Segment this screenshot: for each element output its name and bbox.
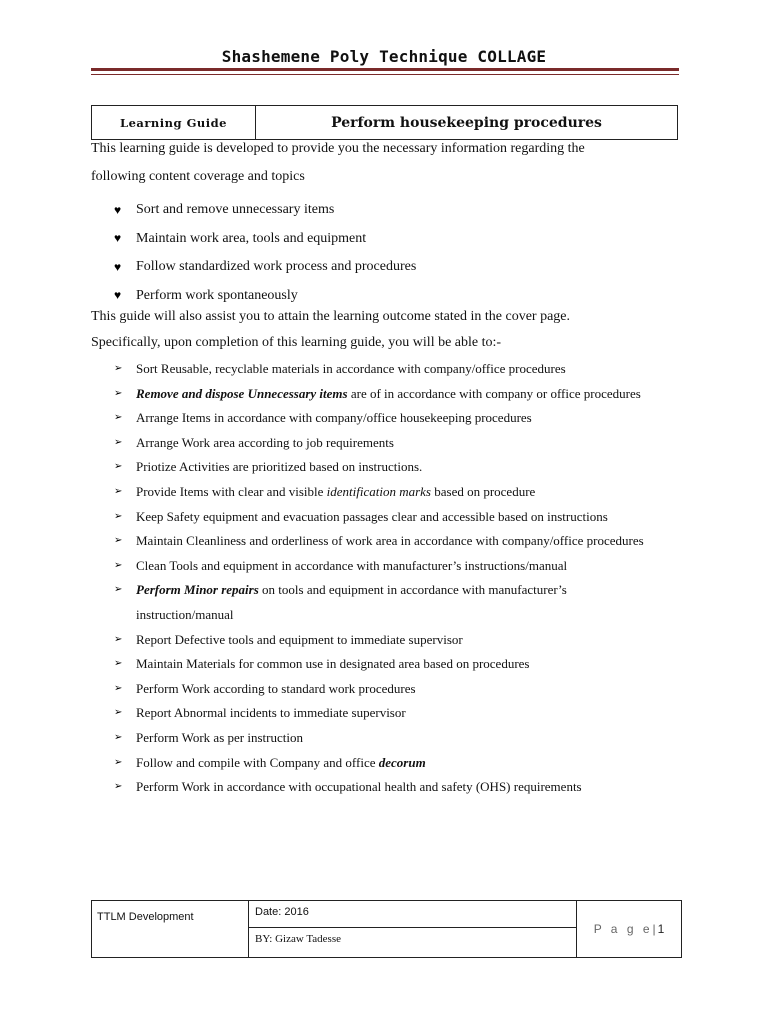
learning-guide-title: Perform housekeeping procedures [331, 114, 602, 131]
outcome-text: Perform Work according to standard work procedures [136, 680, 416, 696]
list-item [114, 480, 694, 505]
outcome-text: Arrange Items in accordance with company/office housekeeping procedures [136, 410, 532, 426]
outcome-text: Sort Reusable, recyclable materials in accordance with company/office procedures [136, 361, 566, 376]
list-item [114, 225, 416, 254]
outcome-text: Perform Work in accordance with occupational health and safety (OHS) requirements [136, 779, 582, 795]
outcome-text: Maintain Materials for common use in designated area based on procedures [136, 656, 530, 672]
outcome-part: Provide Items with clear and visible [136, 483, 327, 499]
topic-list [114, 196, 416, 310]
learning-guide-table [91, 105, 678, 140]
outcome-text: Maintain Cleanliness and orderliness of work area in accordance with company/office procedures [136, 533, 644, 549]
heart-bullet-icon: ♥ [114, 259, 122, 274]
emphasis-text: identification marks [326, 483, 431, 499]
list-item [114, 455, 694, 480]
list-item [114, 505, 694, 530]
topic-text: Sort and remove unnecessary items [136, 202, 335, 218]
footer-author: BY: Gizaw Tadesse [255, 933, 341, 945]
outcome-text: Report Defective tools and equipment to immediate supervisor [136, 631, 463, 647]
list-item [114, 357, 694, 382]
page-footer [91, 900, 682, 958]
header-title: Shashemene Poly Technique COLLAGE [221, 47, 547, 66]
arrow-bullet-icon: ➢ [114, 485, 123, 497]
topic-text: Follow standardized work process and procedures [136, 259, 417, 275]
list-item [114, 775, 694, 800]
list-item [114, 282, 416, 311]
footer-page-number [577, 901, 681, 957]
emphasis-text: Perform Minor repairs [136, 582, 259, 598]
header-rule-thick [91, 68, 679, 71]
outcome-text [136, 578, 567, 603]
list-item [114, 431, 694, 456]
guide-line-2: Specifically, upon completion of this learning guide, you will be able to:- [91, 335, 502, 350]
outcome-text [136, 382, 641, 407]
list-item [114, 406, 694, 431]
outcome-text: Perform Work as per instruction [136, 729, 303, 745]
footer-date: Date: 2016 [249, 901, 576, 928]
list-item [114, 529, 694, 554]
arrow-bullet-icon: ➢ [114, 559, 123, 571]
list-item [114, 554, 694, 579]
list-item [114, 382, 694, 407]
footer-department: TTLM Development [92, 901, 249, 957]
heart-bullet-icon: ♥ [114, 288, 122, 303]
list-item [114, 652, 694, 677]
list-item [114, 726, 694, 751]
outcome-text: Priotize Activities are prioritized based on instructions. [136, 459, 423, 475]
heart-bullet-icon: ♥ [114, 202, 122, 217]
arrow-bullet-icon: ➢ [114, 510, 123, 522]
outcome-part: based on procedure [430, 483, 536, 499]
page-separator: | [652, 922, 656, 936]
list-item [114, 701, 694, 726]
guide-line-1: This guide will also assist you to attain the learning outcome stated in the cover page. [91, 309, 570, 324]
arrow-bullet-icon: ➢ [114, 387, 123, 399]
outcome-text [136, 480, 535, 505]
learning-guide-label: Learning Guide [92, 106, 256, 139]
list-item [114, 196, 416, 225]
arrow-bullet-icon: ➢ [114, 436, 123, 448]
page-number: 1 [657, 922, 665, 936]
outcome-list [114, 357, 694, 800]
list-item [114, 578, 694, 603]
outcome-text: Keep Safety equipment and evacuation passages clear and accessible based on instructions [136, 508, 608, 524]
outcome-continuation: instruction/manual [136, 606, 234, 622]
intro-line-2: following content coverage and topics [91, 169, 305, 184]
arrow-bullet-icon: ➢ [114, 633, 123, 645]
footer-details [249, 901, 577, 957]
arrow-bullet-icon: ➢ [114, 363, 123, 374]
list-item [114, 253, 416, 282]
arrow-bullet-icon: ➢ [114, 535, 123, 547]
arrow-bullet-icon: ➢ [114, 781, 123, 793]
list-item [114, 751, 694, 776]
outcome-rest: on tools and equipment in accordance with manufacturer’s [258, 582, 567, 598]
arrow-bullet-icon: ➢ [114, 731, 123, 743]
arrow-bullet-icon: ➢ [114, 707, 123, 719]
arrow-bullet-icon: ➢ [114, 412, 123, 424]
topic-text: Perform work spontaneously [136, 287, 298, 303]
outcome-rest: are of in accordance with company or office procedures [347, 385, 641, 401]
arrow-bullet-icon: ➢ [114, 461, 123, 473]
arrow-bullet-icon: ➢ [114, 658, 123, 670]
list-item [114, 628, 694, 653]
intro-line-1: This learning guide is developed to provide you the necessary information regarding the [91, 141, 585, 156]
arrow-bullet-icon: ➢ [114, 682, 123, 694]
outcome-text: Arrange Work area according to job requirements [136, 434, 394, 450]
outcome-text [136, 751, 426, 776]
outcome-part: Follow and compile with Company and office [136, 754, 379, 770]
emphasis-text: decorum [378, 754, 426, 770]
header-rule-thin [91, 74, 679, 75]
emphasis-text: Remove and dispose Unnecessary items [136, 385, 348, 401]
outcome-text: Clean Tools and equipment in accordance with manufacturer’s instructions/manual [136, 557, 568, 573]
topic-text: Maintain work area, tools and equipment [136, 230, 367, 246]
page-label: P a g e [593, 922, 653, 936]
outcome-text: Report Abnormal incidents to immediate supervisor [136, 705, 406, 721]
arrow-bullet-icon: ➢ [114, 756, 123, 768]
heart-bullet-icon: ♥ [114, 231, 122, 246]
arrow-bullet-icon: ➢ [114, 584, 123, 596]
list-item [114, 677, 694, 702]
